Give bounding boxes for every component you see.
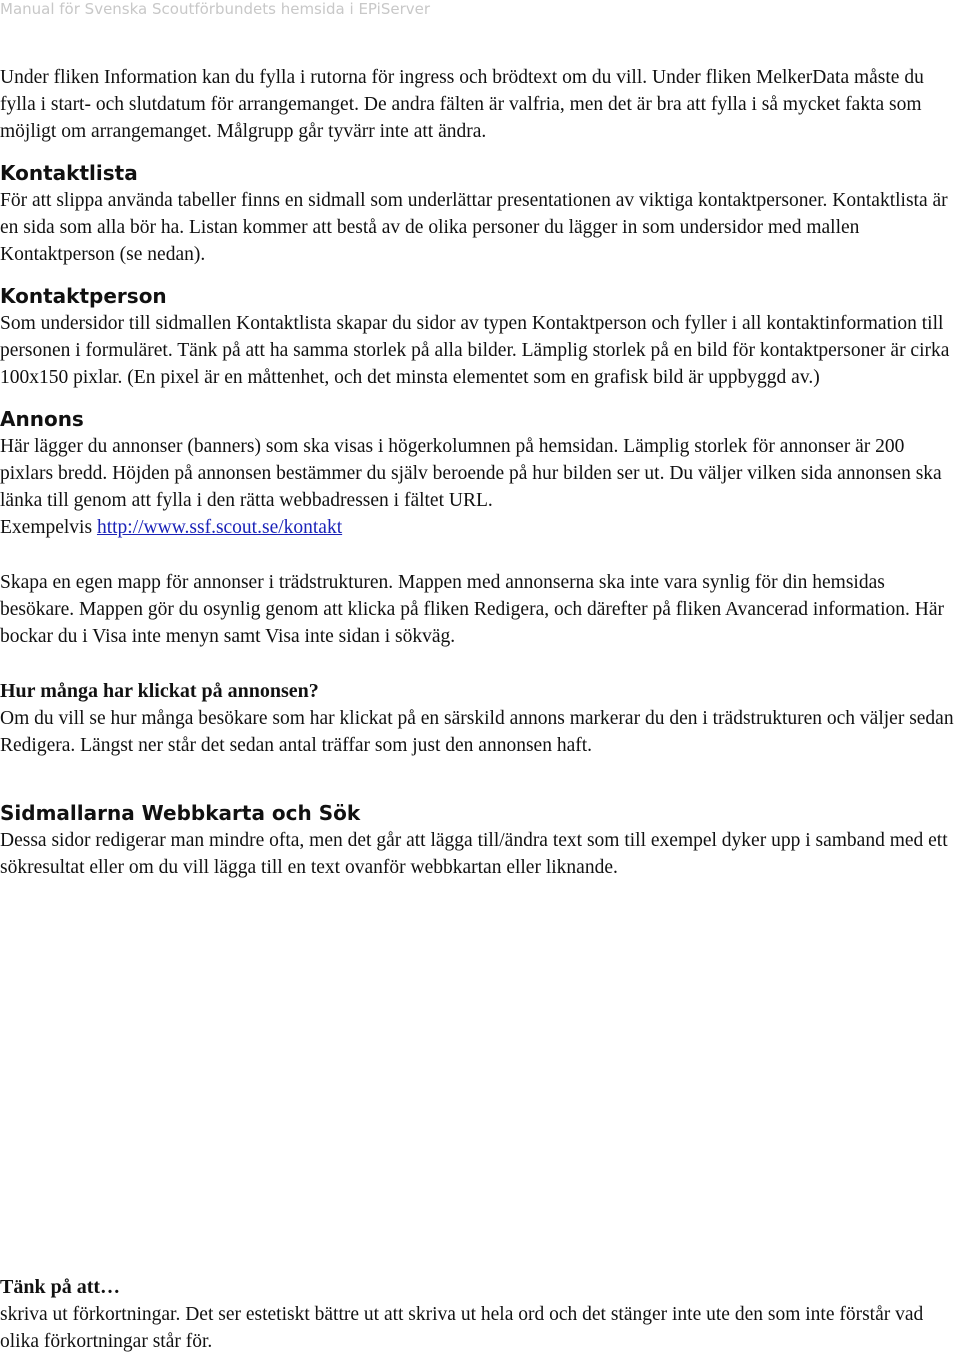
tip-heading: Tänk på att… (0, 1276, 121, 1298)
spacer (0, 541, 960, 569)
example-line (0, 514, 960, 541)
section-paragraph: Som undersidor till sidmallen Kontaktlista skapar du sidor av typen Kontaktperson och fyller i all kontaktinformation till personen i formuläret. Tänk på att ha samma storlek på alla bilder. Lämplig storlek på en bild för kontaktpersoner är cirka 100x150 pixlar. (En pixel är en måttenhet, och det minsta elementet som en grafisk bild är uppbyggd av.) (0, 313, 950, 388)
page-body (0, 64, 960, 881)
tip-box (0, 1274, 960, 1355)
section-klick (0, 678, 960, 759)
section-heading: Hur många har klickat på annonsen? (0, 680, 319, 702)
example-link[interactable]: http://www.ssf.scout.se/kontakt (96, 517, 343, 538)
section-paragraph: Om du vill se hur många besökare som har klickat på en särskild annons markerar du den i trädstrukturen och väljer sedan Redigera. Längst ner står det sedan antal träffar som just den annonsen haft. (0, 708, 954, 756)
example-prefix: Exempelvis (0, 517, 97, 538)
folder-paragraph: Skapa en egen mapp för annonser i trädstrukturen. Mappen med annonserna ska inte vara synlig för din hemsidas besökare. Mappen gör du osynlig genom att klicka på fliken Redigera, och därefter på fliken Avancerad information. Här bockar du i Visa inte menyn samt Visa inte sidan i sökväg. (0, 572, 944, 647)
section-paragraph: För att slippa använda tabeller finns en sidmall som underlättar presentationen av viktiga kontaktpersoner. Kontaktlista är en sida som alla bör ha. Listan kommer att bestå av de olika personer du lägger in som undersidor med mallen Kontaktperson (se nedan). (0, 190, 948, 265)
running-header: Manual för Svenska Scoutförbundets hemsida i EPiServer (0, 0, 431, 18)
section-heading: Annons (0, 407, 84, 431)
section-paragraph: Här lägger du annonser (banners) som ska visas i högerkolumnen på hemsidan. Lämplig storlek för annonser är 200 pixlars bredd. Höjden på annonsen bestämmer du själv beroende på hur bilden ser ut. Du väljer vilken sida annonsen ska länka till genom att fylla i den rätta webbadressen i fältet URL. (0, 436, 942, 511)
section-sidmallar (0, 800, 960, 881)
section-kontaktlista (0, 160, 960, 268)
section-kontaktperson (0, 283, 960, 391)
spacer (0, 650, 960, 678)
spacer (0, 268, 960, 283)
tip-paragraph: skriva ut förkortningar. Det ser estetiskt bättre ut att skriva ut hela ord och det stänger inte ute den som inte förstår vad olika förkortningar står för. (0, 1304, 924, 1352)
section-annons (0, 406, 960, 650)
spacer (0, 391, 960, 406)
section-paragraph: Dessa sidor redigerar man mindre ofta, men det går att lägga till/ändra text som till exempel dyker upp i samband med ett sökresultat eller om du vill lägga till en text ovanför webbkartan eller liknande. (0, 830, 948, 878)
section-heading: Kontaktperson (0, 284, 167, 308)
section-heading: Kontaktlista (0, 161, 138, 185)
spacer (0, 759, 960, 800)
spacer (0, 145, 960, 160)
section-heading: Sidmallarna Webbkarta och Sök (0, 801, 361, 825)
intro-paragraph: Under fliken Information kan du fylla i rutorna för ingress och brödtext om du vill. Under fliken MelkerData måste du fylla i start- och slutdatum för arrangemanget. De andra fälten är valfria, men det är bra att fylla i så mycket fakta som möjligt om arrangemanget. Målgrupp går tyvärr inte att ändra. (0, 67, 924, 142)
